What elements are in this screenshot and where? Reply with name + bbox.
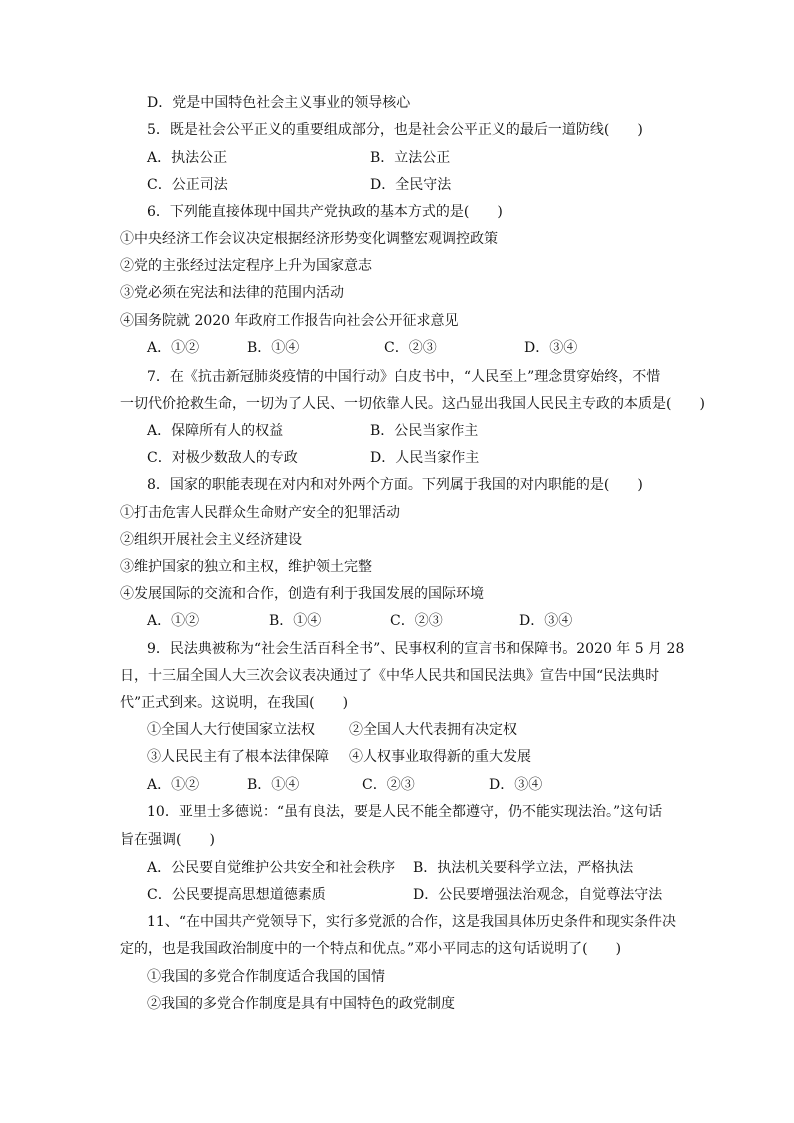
q10-stem-line2: 旨在强调( ) [120,832,215,848]
q10-options-row1 [147,855,707,882]
q9-option-b: B．①④ [247,777,300,793]
q10-options-row2 [147,882,707,909]
q4-option-d: D．党是中国特色社会主义事业的领导核心 [147,95,411,111]
q11-stem-line2: 定的，也是我国政治制度中的一个特点和优点。”邓小平同志的这句话说明了( ) [120,941,622,957]
q5-option-b: B．立法公正 [370,150,451,166]
q8-options [147,608,707,635]
q8-item-2: ②组织开展社会主义经济建设 [120,532,302,548]
q5-options-row1 [147,145,707,172]
q8-option-c: C．②③ [390,613,443,629]
q10-option-a: A．公民要自觉维护公共安全和社会秩序 [147,860,396,876]
q6-option-d: D．③④ [524,340,578,356]
q9-item-3: ③人民民主有了根本法律保障 [147,749,329,765]
q11-item-1: ①我国的多党合作制度适合我国的国情 [147,969,385,985]
q6-item-3: ③党必须在宪法和法律的范围内活动 [120,285,344,301]
q9-option-d: D．③④ [489,777,543,793]
q5-option-a: A．执法公正 [147,150,228,166]
q8-option-b: B．①④ [269,613,322,629]
q8-item-4: ④发展国际的交流和合作，创造有利于我国发展的国际环境 [120,586,484,602]
q9-item-4: ④人权事业取得新的重大发展 [349,749,531,765]
q6-item-2: ②党的主张经过法定程序上升为国家意志 [120,258,372,274]
q6-stem: 6．下列能直接体现中国共产党执政的基本方式的是( ) [147,204,503,220]
q8-option-d: D．③④ [519,613,573,629]
q6-options [147,335,707,362]
q9-items-row2 [147,744,707,771]
q5-stem: 5．既是社会公平正义的重要组成部分，也是社会公平正义的最后一道防线( ) [147,122,643,138]
q9-stem-line3: 代”正式到来。这说明，在我国( ) [120,695,349,711]
q10-stem-line1: 10．亚里士多德说：“虽有良法，要是人民不能全都遵守，仍不能实现法治。”这句话 [147,804,663,820]
q9-options [147,772,707,799]
q8-stem: 8．国家的职能表现在对内和对外两个方面。下列属于我国的对内职能的是( ) [147,477,643,493]
q6-item-4: ④国务院就 2020 年政府工作报告向社会公开征求意见 [120,313,459,329]
q7-option-b: B．公民当家作主 [370,423,479,439]
q9-option-a: A．①② [147,777,200,793]
q9-stem-line1: 9．民法典被称为“社会生活百科全书”、民事权利的宣言书和保障书。2020 年 5 月 28 [147,641,685,657]
q9-items-row1 [147,717,707,744]
q8-item-3: ③维护国家的独立和主权，维护领土完整 [120,559,372,575]
q7-options-row1 [147,418,707,445]
q5-option-d: D．全民守法 [370,177,452,193]
q8-option-a: A．①② [147,613,200,629]
q10-option-d: D．公民要增强法治观念，自觉尊法守法 [413,887,663,903]
q10-option-b: B．执法机关要科学立法，严格执法 [413,860,634,876]
q7-stem-line1: 7．在《抗击新冠肺炎疫情的中国行动》白皮书中，“人民至上”理念贯穿始终，不惜 [147,369,661,385]
q6-item-1: ①中央经济工作会议决定根据经济形势变化调整宏观调控政策 [120,231,498,247]
q10-option-c: C．公民要提高思想道德素质 [147,887,326,903]
q5-options-row2 [147,172,707,199]
q7-option-c: C．对极少数敌人的专政 [147,450,298,466]
q7-option-a: A．保障所有人的权益 [147,423,284,439]
q8-item-1: ①打击危害人民群众生命财产安全的犯罪活动 [120,505,400,521]
q11-item-2: ②我国的多党合作制度是具有中国特色的政党制度 [147,996,455,1012]
q9-stem-line2: 日，十三届全国人大三次会议表决通过了《中华人民共和国民法典》宣告中国“民法典时 [120,668,660,684]
q9-option-c: C．②③ [362,777,415,793]
q5-option-c: C．公正司法 [147,177,228,193]
q7-stem-line2: 一切代价抢救生命，一切为了人民、一切依靠人民。这凸显出我国人民民主专政的本质是( ) [120,396,705,412]
q7-option-d: D．人民当家作主 [370,450,480,466]
q6-option-c: C．②③ [384,340,437,356]
q6-option-b: B．①④ [247,340,300,356]
q6-option-a: A．①② [147,340,200,356]
q11-stem-line1: 11、“在中国共产党领导下，实行多党派的合作，这是我国具体历史条件和现实条件决 [147,914,676,930]
q7-options-row2 [147,445,707,472]
q9-item-1: ①全国人大行使国家立法权 [147,722,315,738]
q9-item-2: ②全国人大代表拥有决定权 [349,722,517,738]
